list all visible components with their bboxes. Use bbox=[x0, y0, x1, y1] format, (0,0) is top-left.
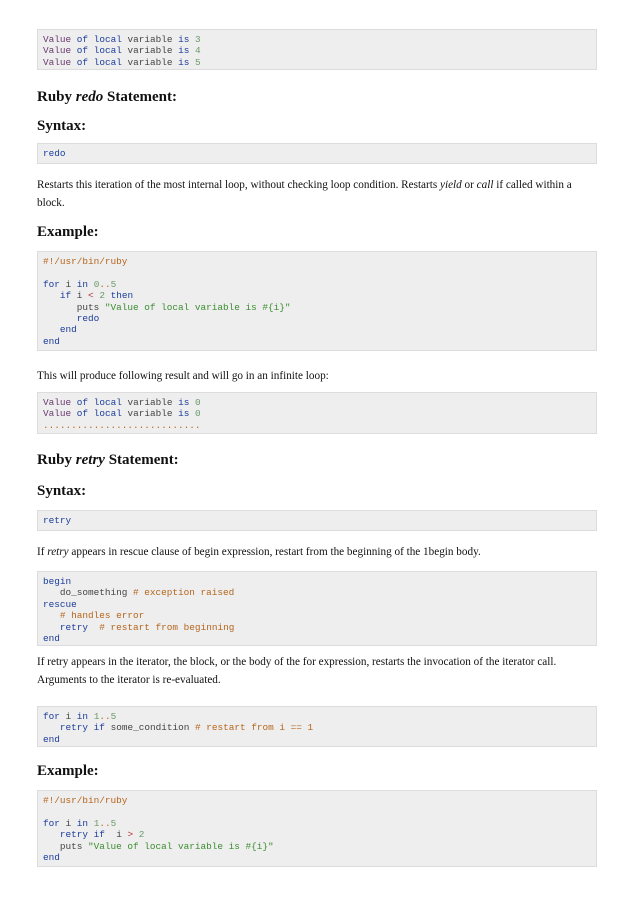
code-token: end bbox=[43, 335, 60, 347]
code-token: in bbox=[76, 278, 89, 290]
code-line bbox=[43, 324, 591, 335]
code-token: # restart from i == 1 bbox=[194, 722, 314, 734]
code-token: 3 bbox=[195, 34, 201, 45]
code-token: local bbox=[93, 408, 122, 420]
example-heading-redo: Example: bbox=[37, 224, 99, 240]
code-token: 5 bbox=[195, 56, 201, 68]
code-token: "Value of local variable is #{i}" bbox=[104, 301, 291, 313]
code-token: local bbox=[93, 56, 122, 68]
code-token: 1 bbox=[93, 711, 100, 722]
code-token: 2 bbox=[99, 290, 105, 302]
code-token: end bbox=[43, 733, 60, 745]
code-token: #!/usr/bin/ruby bbox=[43, 256, 128, 267]
code-token: some_condition bbox=[104, 722, 195, 734]
syntax-heading-redo: Syntax: bbox=[37, 118, 87, 134]
code-token: is bbox=[178, 45, 190, 57]
code-block-retry-rescue bbox=[37, 571, 597, 646]
code-line bbox=[43, 397, 591, 408]
example-heading-retry: Example: bbox=[37, 763, 99, 779]
code-token: local bbox=[93, 397, 122, 408]
code-line bbox=[43, 711, 591, 722]
code-token: puts bbox=[43, 840, 89, 852]
code-line bbox=[43, 599, 591, 610]
code-line bbox=[43, 734, 591, 745]
code-line bbox=[43, 722, 591, 733]
code-token: end bbox=[43, 632, 60, 644]
redo-description: Restarts this iteration of the most internal loop, without checking loop condition. Restarts yield or call if called within a block. bbox=[37, 179, 572, 209]
code-token: .. bbox=[99, 278, 111, 290]
code-line bbox=[43, 279, 591, 290]
code-token: 5 bbox=[110, 278, 117, 290]
code-line bbox=[43, 267, 591, 278]
code-token: i bbox=[59, 711, 77, 722]
code-block-redo-output bbox=[37, 392, 597, 434]
code-token: local bbox=[93, 45, 122, 57]
code-token: 0 bbox=[93, 278, 100, 290]
code-block-output-3-5 bbox=[37, 29, 597, 70]
code-token: 1 bbox=[93, 817, 100, 829]
code-token: retry bbox=[59, 722, 89, 734]
code-line bbox=[43, 829, 591, 840]
code-block-retry-syntax bbox=[37, 510, 597, 531]
code-token: do_something bbox=[43, 587, 134, 599]
code-token: Value bbox=[43, 408, 72, 420]
code-token: variable bbox=[121, 56, 179, 68]
code-token: Value bbox=[43, 56, 72, 68]
code-token: 2 bbox=[138, 829, 145, 841]
code-line bbox=[43, 587, 591, 598]
code-token: variable bbox=[121, 408, 179, 420]
code-token: if bbox=[59, 290, 72, 302]
code-block-retry-example bbox=[37, 790, 597, 867]
code-token: < bbox=[88, 290, 94, 302]
code-token: of bbox=[76, 56, 89, 68]
code-token: #!/usr/bin/ruby bbox=[43, 795, 128, 806]
code-token: for bbox=[43, 278, 60, 290]
code-block-redo-syntax bbox=[37, 143, 597, 164]
code-token: 0 bbox=[195, 397, 201, 408]
code-block-redo-example bbox=[37, 251, 597, 351]
code-token: Value bbox=[43, 45, 72, 57]
code-token: of bbox=[76, 397, 89, 408]
code-token: rescue bbox=[43, 598, 77, 610]
code-token: redo bbox=[76, 312, 100, 324]
code-token bbox=[43, 722, 60, 733]
code-token: 4 bbox=[195, 45, 201, 57]
retry-iterator-description: If retry appears in the iterator, the block, or the body of the for expression, restarts the invocation of the iterator call. Arguments to the iterator is re-evaluated. bbox=[37, 656, 557, 686]
code-token: end bbox=[59, 324, 77, 336]
code-token: variable bbox=[121, 34, 179, 45]
code-token: is bbox=[178, 34, 190, 45]
code-token: > bbox=[127, 829, 134, 841]
code-token: i bbox=[59, 278, 77, 290]
code-token: if bbox=[93, 722, 105, 734]
retry-rescue-description: If retry appears in rescue clause of begin expression, restart from the beginning of the 1begin body. bbox=[37, 546, 481, 558]
code-token: # exception raised bbox=[133, 587, 235, 599]
code-line bbox=[43, 818, 591, 829]
code-token: i bbox=[59, 817, 77, 829]
code-token bbox=[43, 290, 60, 301]
code-token: redo bbox=[43, 148, 66, 159]
code-token: is bbox=[178, 397, 190, 408]
code-line bbox=[43, 633, 591, 644]
code-token: of bbox=[76, 45, 89, 57]
code-line bbox=[43, 148, 591, 159]
code-line bbox=[43, 302, 591, 313]
code-token: 0 bbox=[195, 408, 201, 420]
code-line bbox=[43, 622, 591, 633]
code-token bbox=[43, 610, 60, 621]
code-line bbox=[43, 610, 591, 621]
code-line bbox=[43, 806, 591, 817]
code-token: i bbox=[71, 290, 89, 302]
infinite-loop-note: This will produce following result and will go in an infinite loop: bbox=[37, 370, 329, 382]
code-token: "Value of local variable is #{i}" bbox=[88, 840, 274, 852]
code-token: # handles error bbox=[59, 610, 145, 622]
code-token: retry bbox=[59, 829, 89, 841]
code-token: Value bbox=[43, 34, 72, 45]
code-line bbox=[43, 852, 591, 863]
code-token: variable bbox=[121, 45, 179, 57]
code-token: then bbox=[110, 290, 134, 302]
code-line bbox=[43, 256, 591, 267]
code-line bbox=[43, 34, 591, 45]
code-token: in bbox=[76, 817, 89, 829]
code-token: retry bbox=[59, 621, 89, 633]
code-token: retry bbox=[43, 515, 72, 526]
code-token: ............................ bbox=[43, 419, 201, 431]
retry-heading: Ruby retry Statement: bbox=[37, 452, 179, 468]
code-token: Value bbox=[43, 397, 72, 408]
code-token: for bbox=[43, 817, 60, 829]
code-line bbox=[43, 408, 591, 419]
code-token: begin bbox=[43, 576, 72, 587]
code-token: for bbox=[43, 711, 60, 722]
code-token: variable bbox=[121, 397, 179, 408]
code-token: i bbox=[104, 829, 128, 841]
code-line bbox=[43, 313, 591, 324]
code-line bbox=[43, 795, 591, 806]
code-token: of bbox=[76, 34, 89, 45]
code-token bbox=[43, 829, 60, 840]
code-line bbox=[43, 45, 591, 56]
code-token: 5 bbox=[110, 817, 117, 829]
code-token: .. bbox=[99, 711, 111, 722]
code-token: end bbox=[43, 851, 60, 863]
code-token: .. bbox=[99, 817, 111, 829]
code-line bbox=[43, 841, 591, 852]
code-token: puts bbox=[43, 301, 105, 313]
syntax-heading-retry: Syntax: bbox=[37, 483, 87, 499]
code-token: local bbox=[93, 34, 122, 45]
code-token: if bbox=[93, 829, 105, 841]
code-line bbox=[43, 336, 591, 347]
code-token bbox=[43, 622, 60, 633]
redo-heading: Ruby redo Statement: bbox=[37, 89, 178, 105]
code-token bbox=[43, 324, 60, 335]
code-token: # restart from beginning bbox=[99, 621, 235, 633]
code-line bbox=[43, 576, 591, 587]
code-line bbox=[43, 515, 591, 526]
code-token: is bbox=[178, 408, 190, 420]
code-token bbox=[43, 313, 77, 324]
code-token: of bbox=[76, 408, 89, 420]
code-line bbox=[43, 290, 591, 301]
code-token bbox=[88, 622, 99, 633]
code-token: 5 bbox=[110, 711, 117, 722]
code-token: is bbox=[178, 56, 190, 68]
code-line bbox=[43, 57, 591, 68]
code-token: in bbox=[76, 711, 89, 722]
code-line bbox=[43, 420, 591, 431]
code-block-retry-iterator bbox=[37, 706, 597, 747]
